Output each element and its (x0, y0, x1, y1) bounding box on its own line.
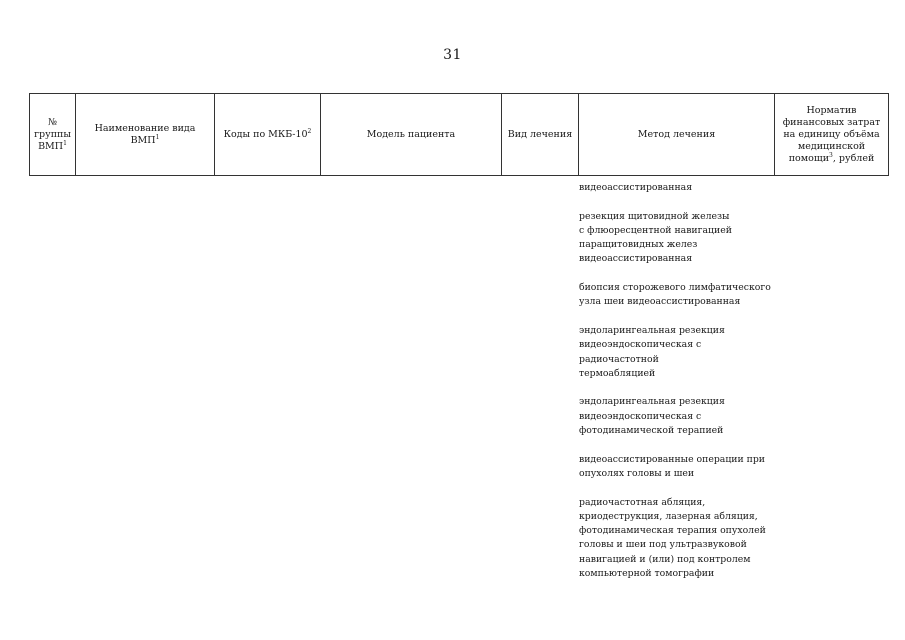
header-vmp-name-label: Наименование вида ВМП (94, 122, 196, 146)
footnote-mark: 2 (307, 127, 312, 135)
footnote-mark: 1 (155, 133, 160, 141)
page-number: 31 (443, 47, 462, 63)
treatment-method-list (579, 181, 779, 596)
method-item: резекция щитовидной железы с флюоресцентной навигацией паращитовидных желез видеоассистированная (579, 210, 732, 265)
header-vmp-name (76, 94, 215, 176)
table-header (29, 93, 889, 176)
header-icd-codes (215, 94, 321, 176)
header-group-number (30, 94, 76, 176)
method-item: эндоларингеальная резекция видеоэндоскопическая с фотодинамической терапией (579, 396, 725, 437)
method-item: биопсия сторожевого лимфатического узла шеи видеоассистированная (579, 282, 771, 308)
method-item: видеоассистированная (579, 182, 693, 193)
footnote-mark: 1 (63, 139, 67, 147)
header-patient-model: Модель пациента (321, 94, 502, 176)
method-item: радиочастотная абляция, криодеструкция, лазерная абляция, фотодинамическая терапия опухолей головы и шеи под ультразвуковой навигацией и (или) под контролем компьютерной томографии (579, 496, 766, 580)
header-group-number-label: № группы ВМП (34, 116, 71, 152)
header-financial-norm (775, 94, 889, 176)
header-financial-norm-unit: , рублей (832, 152, 875, 164)
footnote-mark: 3 (829, 151, 833, 159)
header-financial-norm-label: Норматив финансовых затрат на единицу объёма медицинской помощи (782, 104, 881, 164)
header-treatment-method: Метод лечения (579, 94, 775, 176)
table-header-row (30, 94, 889, 176)
header-icd-codes-label: Коды по МКБ-10 (223, 128, 308, 140)
header-treatment-type: Вид лечения (502, 94, 579, 176)
method-item: эндоларингеальная резекция видеоэндоскопическая с радиочастотной термоабляцией (579, 324, 725, 379)
method-item: видеоассистированные операции при опухолях головы и шеи (579, 453, 765, 479)
